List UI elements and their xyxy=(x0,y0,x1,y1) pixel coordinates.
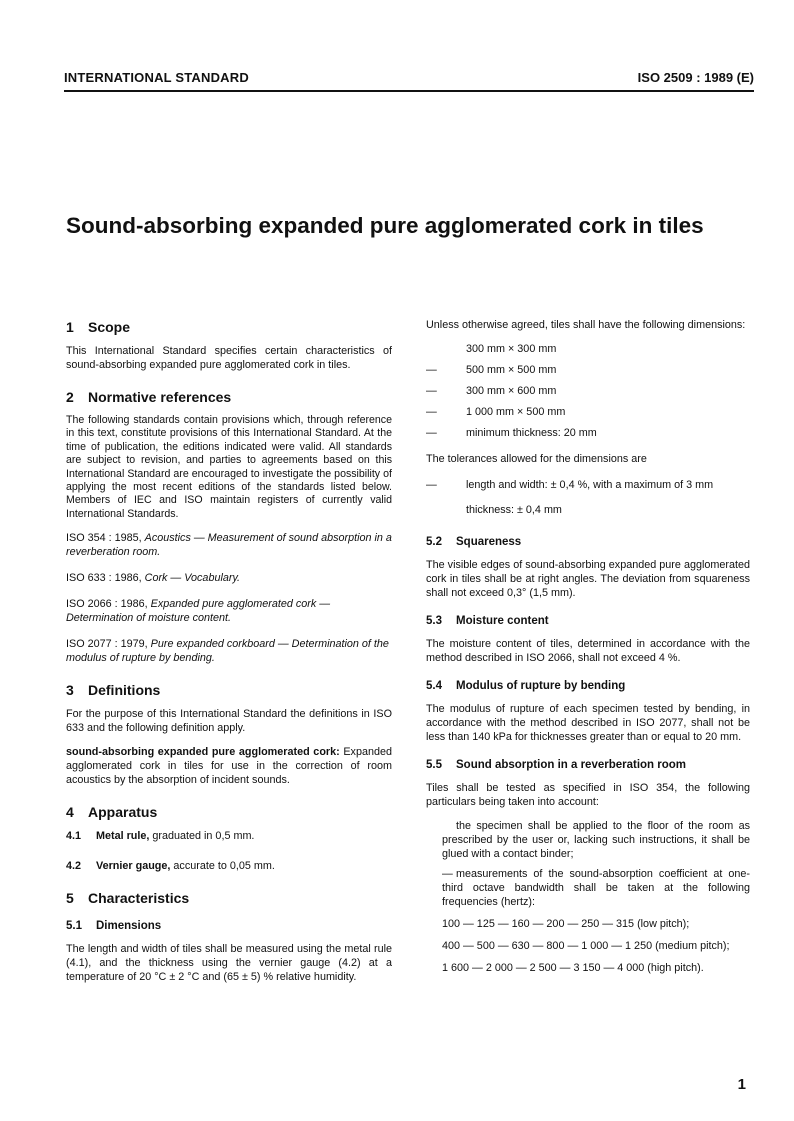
tolerance-item: thickness: ± 0,4 mm xyxy=(466,504,562,516)
section-characteristics xyxy=(66,889,392,984)
squareness-text: The visible edges of sound-absorbing expanded pure agglomerated cork in tiles shall be at right angles. The deviation from squareness shall not exceed 0,3° (1,5 mm). xyxy=(426,559,750,599)
section-heading: 3 Definitions xyxy=(66,682,161,699)
right-column xyxy=(426,318,750,989)
dimension-item: — 1 000 mm × 500 mm xyxy=(426,406,566,418)
section-apparatus xyxy=(66,803,392,873)
scope-text: This International Standard specifies certain characteristics of sound-absorbing expanded pure agglomerated cork in tiles. xyxy=(66,345,392,371)
definitions-intro: For the purpose of this International Standard the definitions in ISO 633 and the following definition apply. xyxy=(66,708,392,735)
dimension-item: 300 mm × 300 mm xyxy=(466,343,557,355)
section-definitions xyxy=(66,681,392,787)
references-intro: The following standards contain provisions which, through reference in this text, constitute provisions of this International Standard. At the time of publication, the editions indicated were valid. All standards are subject to revision, and parties to agreements based on this International Standard are encouraged to investigate the possibility of applying the most recent editions of the standards listed below. Members of IEC and ISO maintain registers of currently valid International Standards. xyxy=(66,414,392,520)
section-heading: 1 Scope xyxy=(66,319,131,335)
tolerance-intro: The tolerances allowed for the dimensions are xyxy=(426,453,647,465)
reference-item: ISO 2077 : 1979, Pure expanded corkboard — Determination of the modulus of rupture by bending. xyxy=(66,638,389,665)
tolerance-item: — length and width: ± 0,4 %, with a maximum of 3 mm xyxy=(426,479,714,491)
subsection-heading: 5.2 Squareness xyxy=(426,536,522,548)
header-standard-label: INTERNATIONAL STANDARD xyxy=(64,70,249,85)
reference-item: ISO 2066 : 1986, Expanded pure agglomerated cork — Determination of moisture content. xyxy=(66,598,331,625)
subsection-heading: 5.1 Dimensions xyxy=(66,920,162,933)
subsection-squareness xyxy=(426,535,750,600)
subsection-heading: 5.4 Modulus of rupture by bending xyxy=(426,680,626,692)
definition-entry: sound-absorbing expanded pure agglomerated cork: Expanded agglomerated cork in tiles for use in the correction of room acoustics by the absorption of incident sounds. xyxy=(66,746,392,787)
section-heading: 5 Characteristics xyxy=(66,890,190,907)
subsection-sound-absorption xyxy=(426,758,750,975)
subsection-modulus xyxy=(426,679,750,744)
dimension-item: — minimum thickness: 20 mm xyxy=(426,427,597,439)
section-scope xyxy=(66,318,392,372)
reference-item: ISO 354 : 1985, Acoustics — Measurement of sound absorption in a reverberation room. xyxy=(66,532,392,559)
frequency-line: 1 600 — 2 000 — 2 500 — 3 150 — 4 000 (high pitch). xyxy=(442,962,704,974)
page-number: 1 xyxy=(737,1076,746,1093)
dimensions-intro: Unless otherwise agreed, tiles shall have the following dimensions: xyxy=(426,319,746,331)
apparatus-item: 4.2 Vernier gauge, accurate to 0,05 mm. xyxy=(66,860,275,873)
left-column xyxy=(66,318,392,1000)
dimension-item: — 500 mm × 500 mm xyxy=(426,364,557,376)
modulus-text: The modulus of rupture of each specimen tested by bending, in accordance with the method described in ISO 2077, shall not be less than 140 kPa for thicknesses greater than or equal to 20 mm. xyxy=(426,703,750,743)
apparatus-item: 4.1 Metal rule, graduated in 0,5 mm. xyxy=(66,830,255,843)
frequency-line: 100 — 125 — 160 — 200 — 250 — 315 (low pitch); xyxy=(442,918,690,930)
sound-absorption-intro: Tiles shall be tested as specified in ISO 354, the following particulars being taken into account: xyxy=(426,782,750,808)
bullet-item: — measurements of the sound-absorption coefficient at one-third octave bandwidth shall be taken at the following frequencies (hertz): xyxy=(442,868,750,908)
subsection-moisture xyxy=(426,614,750,665)
dimension-item: — 300 mm × 600 mm xyxy=(426,385,557,397)
section-normative-references xyxy=(66,388,392,665)
header-standard-number: ISO 2509 : 1989 (E) xyxy=(637,70,754,85)
dimensions-text: The length and width of tiles shall be measured using the metal rule (4.1), and the thickness using the vernier gauge (4.2) at a temperature of 20 °C ± 2 °C and (65 ± 5) % relative humidity. xyxy=(66,943,392,984)
section-heading: 2 Normative references xyxy=(66,389,232,405)
reference-item: ISO 633 : 1986, Cork — Vocabulary. xyxy=(66,572,241,585)
frequency-line: 400 — 500 — 630 — 800 — 1 000 — 1 250 (medium pitch); xyxy=(442,940,730,952)
document-title: Sound-absorbing expanded pure agglomerated cork in tiles xyxy=(66,213,704,238)
section-heading: 4 Apparatus xyxy=(66,804,158,821)
subsection-heading: 5.3 Moisture content xyxy=(426,615,549,627)
running-header xyxy=(64,68,754,92)
bullet-item: the specimen shall be applied to the floor of the room as prescribed by the user or, lacking such instructions, it shall be glued with a contact binder; xyxy=(442,820,750,860)
moisture-text: The moisture content of tiles, determined in accordance with the method described in ISO 2066, shall not exceed 4 %. xyxy=(426,638,750,664)
subsection-heading: 5.5 Sound absorption in a reverberation room xyxy=(426,759,687,771)
